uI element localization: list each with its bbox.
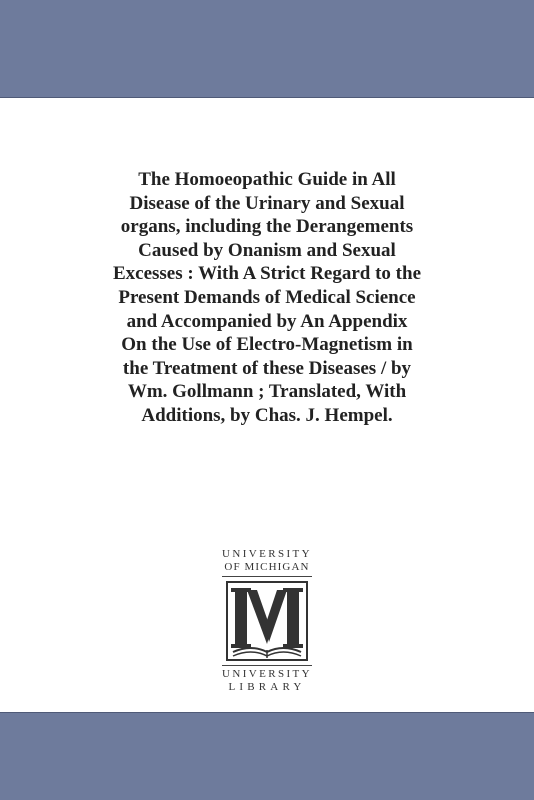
title-panel bbox=[0, 97, 534, 713]
logo-text-university-top: UNIVERSITY bbox=[222, 548, 312, 560]
title-line: and Accompanied by An Appendix bbox=[126, 310, 408, 332]
title-line: Additions, by Chas. J. Hempel. bbox=[141, 404, 393, 426]
logo-text-library: LIBRARY bbox=[228, 681, 306, 693]
m-monogram-icon bbox=[225, 580, 309, 662]
logo-divider bbox=[222, 576, 312, 577]
title-line: Present Demands of Medical Science bbox=[118, 286, 416, 308]
title-line: organs, including the Derangements bbox=[120, 216, 414, 238]
title-line: Disease of the Urinary and Sexual bbox=[129, 192, 405, 214]
university-library-logo bbox=[218, 548, 316, 694]
title-line: The Homoeopathic Guide in All bbox=[138, 169, 396, 190]
title-line: Wm. Gollmann ; Translated, With bbox=[127, 381, 407, 403]
logo-text-university-bottom: UNIVERSITY bbox=[222, 668, 312, 680]
book-title bbox=[40, 168, 494, 428]
title-line: Excesses : With A Strict Regard to the bbox=[112, 263, 422, 285]
top-color-band bbox=[0, 0, 534, 97]
logo-divider bbox=[222, 665, 312, 666]
title-line: Caused by Onanism and Sexual bbox=[138, 239, 396, 261]
bottom-color-band bbox=[0, 713, 534, 800]
logo-text-of-michigan: OF MICHIGAN bbox=[224, 561, 310, 573]
title-line: the Treatment of these Diseases / by bbox=[122, 357, 412, 379]
title-line: On the Use of Electro-Magnetism in bbox=[121, 334, 413, 356]
